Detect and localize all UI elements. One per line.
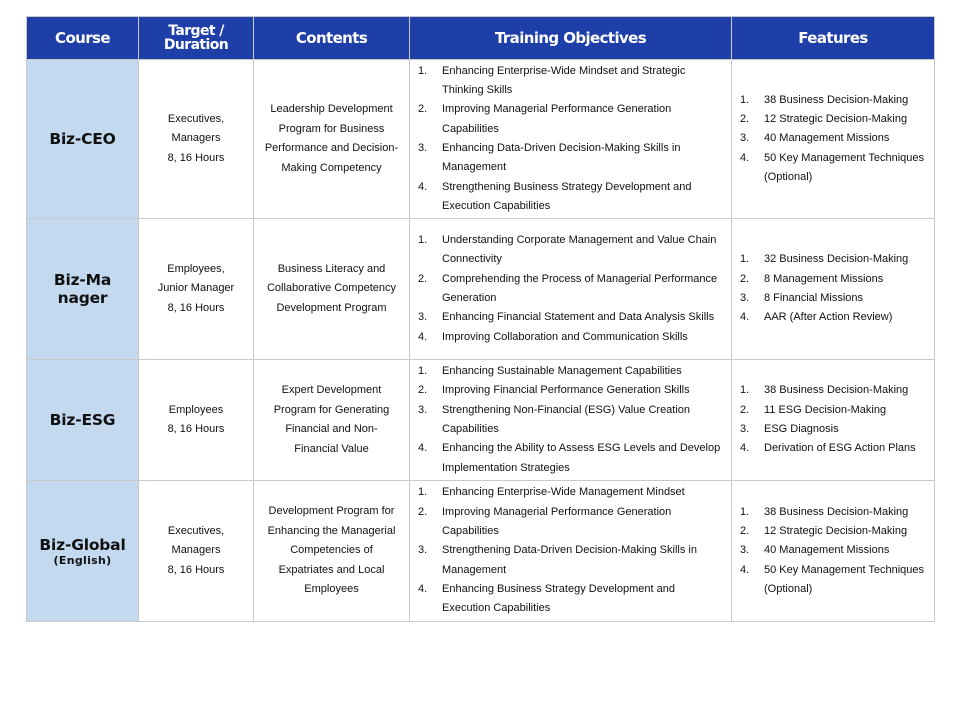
target-line: Executives, [167,112,225,125]
objective-text: Understanding Corporate Management and Value Chain Connectivity [442,234,717,266]
features-list [740,503,928,599]
list-item: 2. 12 Strategic Decision-Making [740,525,908,538]
list-item: 1. 38 Business Decision-Making [740,505,909,518]
header-row [27,17,935,60]
contents-line: Leadership Development [270,103,393,115]
objectives-cell [410,481,732,622]
duration-line: 8, 16 Hours [167,151,225,164]
course-name: Biz-Global [39,535,126,554]
target-line: Managers [171,544,221,557]
contents-line: Expert Development [281,384,382,396]
objectives-list [418,362,725,478]
table-row [27,360,935,481]
contents-line: Expatriates and Local [278,563,385,576]
header-target-line1: Target / [168,23,224,39]
course-table [26,16,935,622]
list-item: 1. 38 Business Decision-Making [740,384,909,397]
course-name: Biz-CEO [49,130,116,148]
target-duration-cell [139,481,254,622]
feature-text: 38 Business Decision-Making [764,93,909,106]
course-name-cell [27,60,139,219]
feature-text: 50 Key Management Techniques (Optional) [764,563,925,595]
contents-line: Enhancing the Managerial [267,524,396,537]
objectives-cell [410,219,732,360]
feature-text: 8 Financial Missions [764,292,864,304]
objective-text: Strengthening Non-Financial (ESG) Value Creation Capabilities [442,403,691,435]
objective-text: Enhancing Enterprise-Wide Management Mindset [442,486,685,499]
target-line: Managers [171,132,221,145]
feature-text: 32 Business Decision-Making [764,253,909,266]
objectives-cell [410,60,732,219]
header-target-line2: Duration [163,37,229,53]
target-line: Employees [168,403,224,416]
objective-text: Enhancing Sustainable Management Capabilities [442,365,682,378]
feature-text: 40 Management Missions [764,544,890,557]
feature-text: ESG Diagnosis [764,423,839,435]
course-name-cell [27,219,139,360]
list-item: 4. Improving Collaboration and Communication Skills [418,330,688,343]
features-list [740,91,928,187]
features-list [740,250,928,327]
table-row [27,219,935,360]
list-item: 1. Enhancing Sustainable Management Capabilities [418,365,682,378]
list-item: 3. Enhancing Data-Driven Decision-Making Skills in Management [418,142,681,174]
target-duration-cell [139,219,254,360]
list-item: 3. 40 Management Missions [740,132,890,145]
list-item: 1. 32 Business Decision-Making [740,253,909,266]
list-item: 2. Improving Financial Performance Generation Skills [418,384,690,397]
feature-text: 50 Key Management Techniques (Optional) [764,151,925,183]
objective-text: Enhancing Financial Statement and Data Analysis Skills [442,311,715,324]
objective-text: Enhancing Enterprise-Wide Mindset and Strategic Thinking Skills [442,64,686,97]
list-item: 3. 40 Management Missions [740,544,890,557]
contents-line: Employees [304,583,359,596]
feature-text: Derivation of ESG Action Plans [764,442,916,455]
course-name-cell [27,481,139,622]
feature-text: 8 Management Missions [764,272,884,285]
objective-text: Improving Managerial Performance Generation Capabilities [442,505,672,538]
table-row [27,481,935,622]
features-cell [732,481,935,622]
contents-line: Program for Business [278,122,385,135]
feature-text: 12 Strategic Decision-Making [764,525,908,538]
objective-text: Improving Financial Performance Generation Skills [442,384,690,397]
course-name: Biz-ESG [49,411,116,429]
objective-text: Improving Collaboration and Communication Skills [442,330,688,343]
table-row [27,60,935,219]
target-line: Executives, [167,524,225,537]
list-item: 1. Understanding Corporate Management and Value Chain Connectivity [418,234,717,266]
contents-cell [254,360,410,481]
list-item: 3. Strengthening Data-Driven Decision-Making Skills in Management [418,544,697,576]
list-item: 2. Improving Managerial Performance Generation Capabilities [418,103,672,135]
list-item: 3. Strengthening Non-Financial (ESG) Value Creation Capabilities [418,403,691,435]
header-objectives: Training Objectives [410,17,732,60]
features-cell [732,60,935,219]
objective-text: Improving Managerial Performance Generation Capabilities [442,103,672,135]
header-course: Course [27,17,139,60]
list-item: 4. Strengthening Business Strategy Development and Execution Capabilities [418,180,692,212]
header-target-duration [139,17,254,60]
feature-text: 38 Business Decision-Making [764,384,909,397]
list-item: 2. Comprehending the Process of Managerial Performance Generation [418,272,718,304]
duration-line: 8, 16 Hours [167,563,225,576]
target-duration-cell [139,60,254,219]
header-features: Features [732,17,935,60]
objective-text: Enhancing the Ability to Assess ESG Levels and Develop Implementation Strategies [442,442,721,474]
list-item: 4. AAR (After Action Review) [740,311,893,324]
course-name: Biz-Manager [53,271,112,307]
list-item: 2. 11 ESG Decision-Making [740,403,887,416]
contents-cell [254,60,410,219]
list-item: 2. 8 Management Missions [740,272,884,285]
objective-text: Enhancing Business Strategy Development and Execution Capabilities [442,582,675,615]
contents-line: Program for Generating [273,403,390,416]
list-item: 4. Enhancing the Ability to Assess ESG Levels and Develop Implementation Strategies [418,442,721,474]
contents-line: Development Program [276,301,387,314]
duration-line: 8, 16 Hours [167,301,225,314]
feature-text: 11 ESG Decision-Making [764,403,887,416]
list-item: 3. ESG Diagnosis [740,423,839,435]
duration-line: 8, 16 Hours [167,423,225,435]
target-line: Employees, [167,262,225,275]
feature-text: 12 Strategic Decision-Making [764,113,908,126]
feature-text: 40 Management Missions [764,132,890,145]
contents-line: Competencies of [290,544,373,557]
list-item: 1. 38 Business Decision-Making [740,93,909,106]
list-item: 1. Enhancing Enterprise-Wide Management Mindset [418,486,685,499]
feature-text: 38 Business Decision-Making [764,505,909,518]
list-item: 4. Derivation of ESG Action Plans [740,442,916,455]
contents-line: Performance and Decision- [264,142,399,154]
features-cell [732,219,935,360]
contents-cell [254,481,410,622]
contents-line: Making Competency [281,161,382,174]
objectives-list [418,231,725,347]
list-item: 4. Enhancing Business Strategy Development and Execution Capabilities [418,582,675,615]
objective-text: Strengthening Business Strategy Development and Execution Capabilities [442,180,692,212]
course-name-cell [27,360,139,481]
features-list [740,381,928,458]
contents-line: Financial and Non- [285,423,378,435]
list-item: 2. 12 Strategic Decision-Making [740,113,908,126]
feature-text: AAR (After Action Review) [764,311,893,324]
objective-text: Strengthening Data-Driven Decision-Making Skills in Management [442,544,697,576]
objective-text: Comprehending the Process of Managerial Performance Generation [442,272,718,304]
list-item: 3. 8 Financial Missions [740,292,864,304]
contents-line: Financial Value [294,442,369,455]
contents-line: Collaborative Competency [266,282,396,295]
contents-line: Business Literacy and [277,262,386,275]
contents-cell [254,219,410,360]
target-duration-cell [139,360,254,481]
list-item: 3. Enhancing Financial Statement and Data Analysis Skills [418,311,715,324]
list-item: 4. 50 Key Management Techniques (Optional) [740,563,925,595]
features-cell [732,360,935,481]
list-item: 1. Enhancing Enterprise-Wide Mindset and Strategic Thinking Skills [418,64,686,97]
objectives-list [418,483,725,618]
objectives-list [418,62,725,216]
header-contents: Contents [254,17,410,60]
list-item: 4. 50 Key Management Techniques (Optional) [740,151,925,183]
objectives-cell [410,360,732,481]
list-item: 2. Improving Managerial Performance Generation Capabilities [418,505,672,538]
target-line: Junior Manager [157,282,235,295]
course-subtitle: (English) [53,553,112,567]
objective-text: Enhancing Data-Driven Decision-Making Skills in Management [442,142,681,174]
contents-line: Development Program for [268,505,395,518]
